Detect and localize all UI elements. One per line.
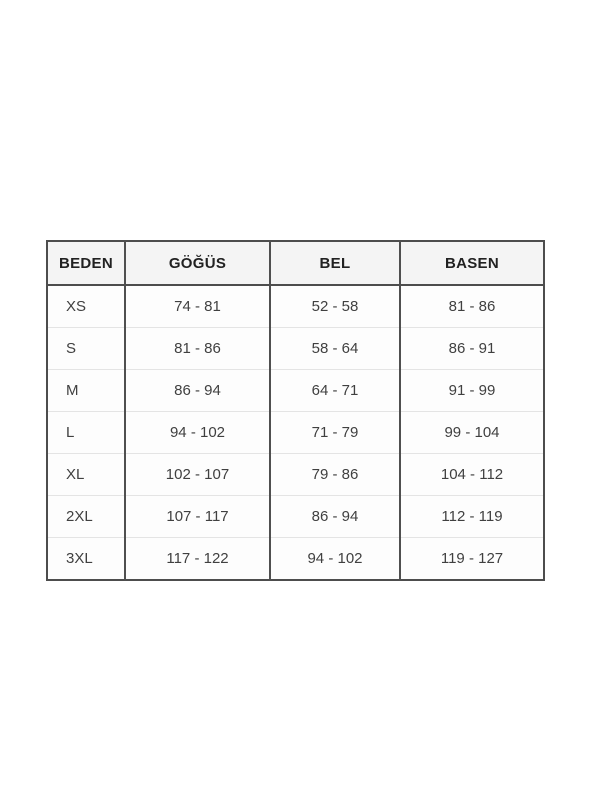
size-label: L (47, 412, 125, 454)
chest-range: 81 - 86 (125, 328, 270, 370)
waist-range: 71 - 79 (270, 412, 400, 454)
hip-range: 104 - 112 (400, 454, 544, 496)
waist-range: 64 - 71 (270, 370, 400, 412)
size-label: XL (47, 454, 125, 496)
table-row-xs (47, 285, 544, 328)
size-label: XS (47, 285, 125, 328)
column-header-hip: BASEN (400, 241, 544, 285)
waist-range: 79 - 86 (270, 454, 400, 496)
hip-range: 99 - 104 (400, 412, 544, 454)
hip-range: 91 - 99 (400, 370, 544, 412)
table-row-l (47, 412, 544, 454)
column-header-size: BEDEN (47, 241, 125, 285)
hip-range: 81 - 86 (400, 285, 544, 328)
table-row-2xl (47, 496, 544, 538)
size-chart-table (46, 240, 545, 581)
chest-range: 102 - 107 (125, 454, 270, 496)
size-label: M (47, 370, 125, 412)
waist-range: 94 - 102 (270, 538, 400, 581)
header-row (47, 241, 544, 285)
table-row-xl (47, 454, 544, 496)
table-body (47, 285, 544, 580)
column-header-waist: BEL (270, 241, 400, 285)
waist-range: 58 - 64 (270, 328, 400, 370)
table-row-s (47, 328, 544, 370)
size-label: 3XL (47, 538, 125, 581)
size-label: S (47, 328, 125, 370)
column-header-chest: GÖĞÜS (125, 241, 270, 285)
table-row-3xl (47, 538, 544, 581)
chest-range: 74 - 81 (125, 285, 270, 328)
hip-range: 112 - 119 (400, 496, 544, 538)
table-row-m (47, 370, 544, 412)
table-header (47, 241, 544, 285)
hip-range: 119 - 127 (400, 538, 544, 581)
hip-range: 86 - 91 (400, 328, 544, 370)
size-label: 2XL (47, 496, 125, 538)
waist-range: 86 - 94 (270, 496, 400, 538)
waist-range: 52 - 58 (270, 285, 400, 328)
chest-range: 86 - 94 (125, 370, 270, 412)
chest-range: 117 - 122 (125, 538, 270, 581)
chest-range: 94 - 102 (125, 412, 270, 454)
chest-range: 107 - 117 (125, 496, 270, 538)
